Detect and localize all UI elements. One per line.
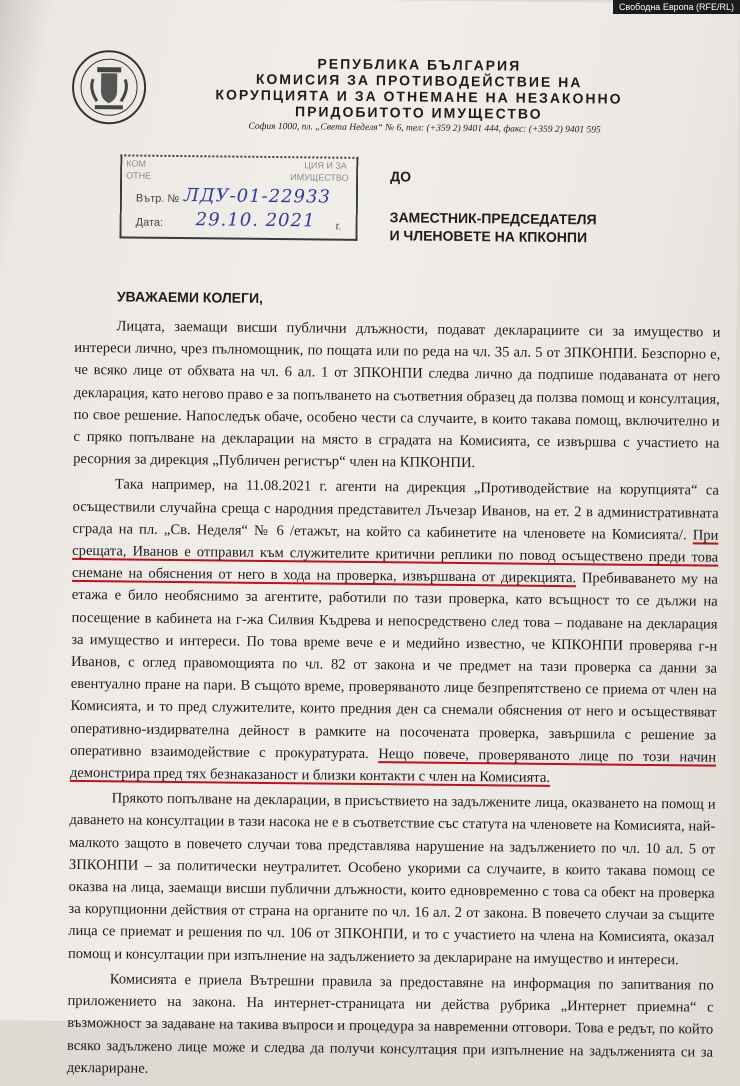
stamp-line1-left: КОМ <box>126 158 146 169</box>
letterhead-commission-line1: КОМИСИЯ ЗА ПРОТИВОДЕЙСТВИЕ НА <box>255 70 583 91</box>
stamp-date-suffix: г. <box>335 220 342 233</box>
paragraph-4: Комисията е приела Вътрешни правила за предоставяне на информация по запитвания по приложението на закона. На интернет-страницата ни действа рубрика „Интернет приемна“ с възможност за задаване на такива въпроси и процедура за навременни отговори. Това е редът, по който всяко задължено лице може и следва да получи консултация при изпълнение на задълженията си за деклариране. <box>66 971 714 1077</box>
watermark-label: Свободна Европа (RFE/RL) <box>613 0 740 14</box>
letterhead-commission-line2: КОРУПЦИЯТА И ЗА ОТНЕМАНЕ НА НЕЗАКОННО <box>215 86 623 107</box>
letter-body <box>67 315 721 1086</box>
stamp-date-value: 29.10. 2021 <box>195 209 316 232</box>
addressee-line1: ЗАМЕСТНИК-ПРЕДСЕДАТЕЛЯ <box>389 209 597 228</box>
underlined-passage-2: Нещо повече, проверяваното лице по този начин демонстрира пред тях безнаказаност и близки контакти с член на Комисията. <box>69 745 717 786</box>
paragraph-2-middle: Пребиваването му на етажа е било необяснимо за агентите, работили по тази проверка, като всъщност то се дължи на посещение в кабинета на г-жа Силвия Къдрева и непосредствено след това – подаване на декларация за имущество и интереси. По това време вече е и медийно известно, че КПКОНПИ проверява г-н Иванов, с оглед правомощията по чл. 82 от закона и че предмет на тази проверка са данни за евентуално пране на пари. В същото време, проверяваното лице безпрепятствено се приема от член на Комисията, и то пред служителите, които предния ден са снемали обяснения от него и осъществяват оперативно-издирвателна дейност в рамките на посочената проверка, завършила с решение за оперативно взаимодействие с прокуратурата. <box>70 570 719 762</box>
to-label: ДО <box>390 168 412 185</box>
underlined-passage-1: При срещата, Иванов е отправил към служителите критични реплики по повод осъществено преди това снемане на обяснения от него в хода на проверка, извършвана от дирекцията. <box>71 527 719 587</box>
stamp-date-label: Дата: <box>135 216 164 229</box>
addressee-line2: И ЧЛЕНОВЕТЕ НА КПКОНПИ <box>389 227 588 246</box>
letterhead-republic: РЕПУБЛИКА БЪЛГАРИЯ <box>317 55 522 74</box>
paragraph-1: Лицата, заемащи висши публични длъжности, подават декларациите си за имущество и интереси лично, чрез пълномощник, по пощата или по реда на чл. 35 ал. 5 от ЗПКОНПИ. Безспорно е, че всяко лице от обхвата на чл. 6 ал. 1 от ЗПКОНПИ следва лично да подпише подаваната от него декларация, като негово право е за попълването на съответния образец да ползва помощ и консултация, по свое решение. Напоследък обаче, особено чести са случаите, в които такава помощ, включително и с пряко попълване на декларации на място в сградата на Комисията, се извършва с участието на ресорния за дирекция „Публичен регистър“ член на КПКОНПИ. <box>73 318 721 472</box>
letterhead-address: София 1000, пл. „Света Неделя“ № 6, тел: (+359 2) 9401 444, факс: (+359 2) 9401 595 <box>248 121 601 136</box>
paragraph-2 <box>70 473 719 791</box>
stamp-line2-left: ОТНЕ <box>126 170 152 181</box>
stamp-line2-right: ИМУЩЕСТВО <box>290 172 349 183</box>
paragraph-2-intro: Така например, на 11.08.2021 г. агенти на дирекция „Противодействие на корупцията“ са осъществили случайна среща с народния представител Лъчезар Иванов, на ет. 2 в административната сграда на пл. „Св. Неделя“ № 6 /етажът, на който са кабинетите на членовете на Комисията/. <box>72 476 719 544</box>
salutation: УВАЖАЕМИ КОЛЕГИ, <box>116 288 264 306</box>
stamp-line1-right: ЦИЯ И ЗА <box>304 160 347 171</box>
coat-of-arms-seal-icon <box>71 49 148 126</box>
letterhead-commission-line3: ПРИДОБИТОТО ИМУЩЕСТВО <box>294 103 543 122</box>
addressee <box>389 208 596 246</box>
registration-stamp <box>119 154 358 240</box>
stamp-reg-label: Вътр. № <box>135 192 180 206</box>
stamp-reg-number: ЛДУ-01-22933 <box>183 185 332 208</box>
paragraph-3: Прякото попълване на декларации, в присъствието на задължените лица, оказването на помощ и даването на консултации в тази насока не е в съответствие със статута на членовете на Комисията, най-малкото защото в повечето случаи това представлява нарушение на задължението по чл. 10 ал. 5 от ЗПКОНПИ – за политически неутралитет. Особено укорими са случаите, в които такава помощ се оказва на лица, заемащи висши публични длъжности, които едновременно с това са обект на проверка за корупционни действия от страна на органите по чл. 16 ал. 2 от закона. В повечето случаи за същите лица се приемат и решения по чл. 106 от ЗПКОНПИ, и то с участието на члена на Комисията, оказал помощ и консултации при изпълнение на задължението за деклариране на имущество и интереси. <box>67 790 716 968</box>
